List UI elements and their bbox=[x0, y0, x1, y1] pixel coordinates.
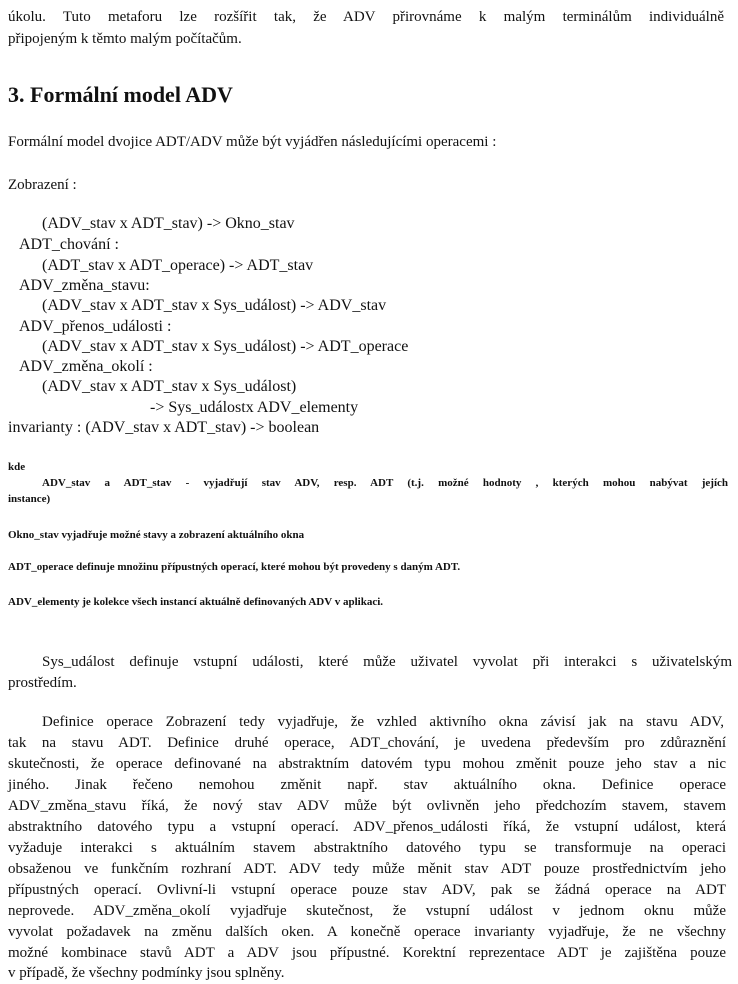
paragraph-2-line: obsaženou ve funkčním rozhraní ADT. ADV tedy může měnit stav ADT pouze prostřednictvím jeho bbox=[8, 861, 726, 877]
definition-adv-stav-line-1: ADV_stav a ADT_stav - vyjadřují stav ADV, resp. ADT (t.j. možné hodnoty , kterých mohou nabývat jejích bbox=[42, 477, 728, 489]
paragraph-2-line: možné kombinace stavů ADT a ADV jsou přípustné. Korektní reprezentace ADT je zajištěna pouze bbox=[8, 945, 726, 961]
paragraph-1-line-1: Sys_událost definuje vstupní události, které může uživatel vyvolat při interakci s uživatelským bbox=[42, 654, 732, 670]
paragraph-2-line: vyvolat požadavek na změnu dalších oken. A konečně operace invarianty vyjadřuje, že ne všechny bbox=[8, 924, 726, 940]
section-intro-sentence: Formální model dvojice ADT/ADV může být vyjádřen následujícími operacemi : bbox=[8, 134, 497, 150]
model-line: (ADT_stav x ADT_operace) -> ADT_stav bbox=[42, 257, 314, 274]
paragraph-2-line: neprovede. ADV_změna_okolí vyjadřuje skutečnost, že vstupní událost v jednom oknu může bbox=[8, 903, 726, 919]
model-line: ADV_změna_stavu: bbox=[19, 277, 150, 294]
model-line: (ADV_stav x ADT_stav x Sys_událost) -> ADT_operace bbox=[42, 338, 409, 355]
paragraph-2-line: v případě, že všechny podmínky jsou splněny. bbox=[8, 965, 285, 981]
model-line: ADT_chování : bbox=[19, 236, 119, 253]
intro-line-2: připojeným k těmto malým počítačům. bbox=[8, 31, 242, 47]
paragraph-2-line: přípustných operací. Ovlivní-li vstupní operace pouze stav ADV, pak se žádná operace na ADT bbox=[8, 882, 726, 898]
model-line: (ADV_stav x ADT_stav x Sys_událost) -> ADV_stav bbox=[42, 297, 387, 314]
zobrazeni-label: Zobrazení : bbox=[8, 177, 77, 193]
paragraph-2-line: tak na stavu ADT. Definice druhé operace, ADT_chování, je uvedena především pro zdůraznění bbox=[8, 735, 726, 751]
definition-okno-stav: Okno_stav vyjadřuje možné stavy a zobrazení aktuálního okna bbox=[8, 529, 305, 541]
model-line: -> Sys_událostx ADV_elementy bbox=[150, 399, 359, 416]
paragraph-2-line: ADV_změna_stavu říká, že nový stav ADV může být ovlivněn jeho předchozím stavem, stavem bbox=[8, 798, 726, 814]
paragraph-2-line: abstraktního datového typu a vstupní operací. ADV_přenos_události říká, že vstupní událost, která bbox=[8, 819, 726, 835]
model-line: invarianty : (ADV_stav x ADT_stav) -> boolean bbox=[8, 419, 320, 436]
model-line: ADV_přenos_události : bbox=[19, 318, 172, 335]
definition-adt-operace: ADT_operace definuje množinu přípustných operací, které mohou být provedeny s daným ADT. bbox=[8, 561, 461, 573]
model-line: (ADV_stav x ADT_stav x Sys_událost) bbox=[42, 378, 297, 395]
paragraph-1-line-2: prostředím. bbox=[8, 675, 77, 691]
definition-adv-elementy: ADV_elementy je kolekce všech instancí aktuálně definovaných ADV v aplikaci. bbox=[8, 596, 384, 608]
definition-adv-stav-line-2: instance) bbox=[8, 493, 51, 505]
intro-line-1: úkolu. Tuto metaforu lze rozšířit tak, že ADV přirovnáme k malým terminálům individuálně bbox=[8, 9, 724, 25]
paragraph-2-line: vyžaduje interakci s aktuálním stavem abstraktního datového typu se transformuje na operaci bbox=[8, 840, 726, 856]
kde-label: kde bbox=[8, 461, 26, 473]
model-line: (ADV_stav x ADT_stav) -> Okno_stav bbox=[42, 215, 295, 232]
section-heading: 3. Formální model ADV bbox=[8, 82, 233, 107]
paragraph-2-line: jiného. Jinak řečeno nemohou změnit např. stav aktuálního okna. Definice operace bbox=[8, 777, 726, 793]
model-line: ADV_změna_okolí : bbox=[19, 358, 153, 375]
paragraph-2-line: skutečnosti, že operace definované na abstraktním datovém typu mohou změnit pouze jeho stav a nic bbox=[8, 756, 726, 772]
paragraph-2-line: Definice operace Zobrazení tedy vyjadřuje, že vzhled aktivního okna závisí jak na stavu ADV, bbox=[42, 714, 724, 730]
